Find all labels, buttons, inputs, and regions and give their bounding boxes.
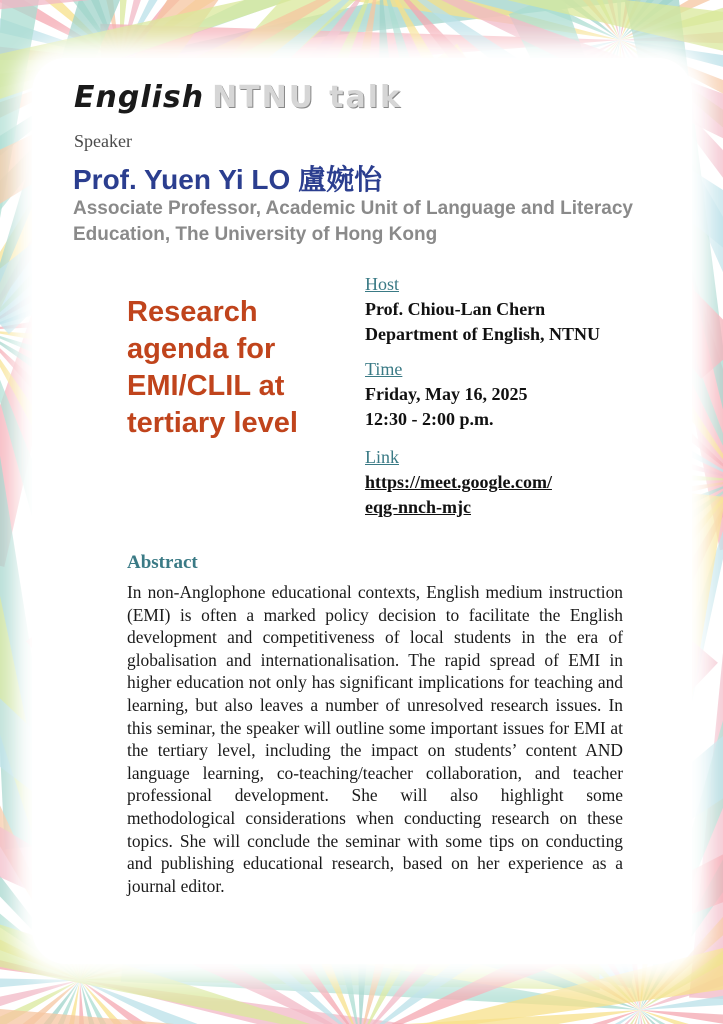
- host-section: [365, 273, 665, 347]
- english-ntnu-talk-logo: [74, 80, 402, 116]
- time-section: [365, 358, 665, 432]
- event-date: Friday, May 16, 2025: [365, 384, 528, 404]
- host-name: Prof. Chiou-Lan Chern: [365, 299, 546, 319]
- host-department: Department of English, NTNU: [365, 324, 601, 344]
- abstract-body: In non-Anglophone educational contexts, English medium instruction (EMI) is often a marked policy decision to facilitate the English development and competitiveness of local students in the era of globalisation and internationalisation. The rapid spread of EMI in higher education not only has significant implications for teaching and learning, but also leaves a number of unresolved research issues. In this seminar, the speaker will outline some important issues for EMI at the tertiary level, including the impact on students’ content AND language learning, co-teaching/teacher collaboration, and teacher professional development. She will also highlight some methodological considerations when conducting research on these topics. She will conclude the seminar with some tips on conducting and publishing educational research, based on her experience as a journal editor.: [127, 582, 623, 896]
- host-details: [365, 297, 665, 347]
- abstract-heading: Abstract: [127, 552, 198, 573]
- time-details: [365, 382, 665, 432]
- time-label: Time: [365, 359, 403, 379]
- host-label: Host: [365, 274, 400, 294]
- link-section: [365, 446, 665, 520]
- logo-word-talk: talk: [329, 80, 402, 115]
- speaker-affiliation: Associate Professor, Academic Unit of Language and Literacy Education, The University of Hong Kong: [73, 198, 633, 245]
- talk-title: Research agenda for EMI/CLIL at tertiary level: [127, 296, 298, 439]
- speaker-label: Speaker: [74, 131, 132, 151]
- speaker-name: Prof. Yuen Yi LO 盧婉怡: [73, 164, 383, 195]
- logo-word-ntnu: NTNU: [212, 80, 316, 115]
- meeting-link-line2[interactable]: eqg-nnch-mjc: [365, 497, 471, 517]
- event-hours: 12:30 - 2:00 p.m.: [365, 409, 494, 429]
- meeting-link-line1[interactable]: https://meet.google.com/: [365, 472, 552, 492]
- link-label: Link: [365, 447, 399, 467]
- meeting-link[interactable]: [365, 470, 665, 520]
- logo-word-english: English: [74, 80, 205, 115]
